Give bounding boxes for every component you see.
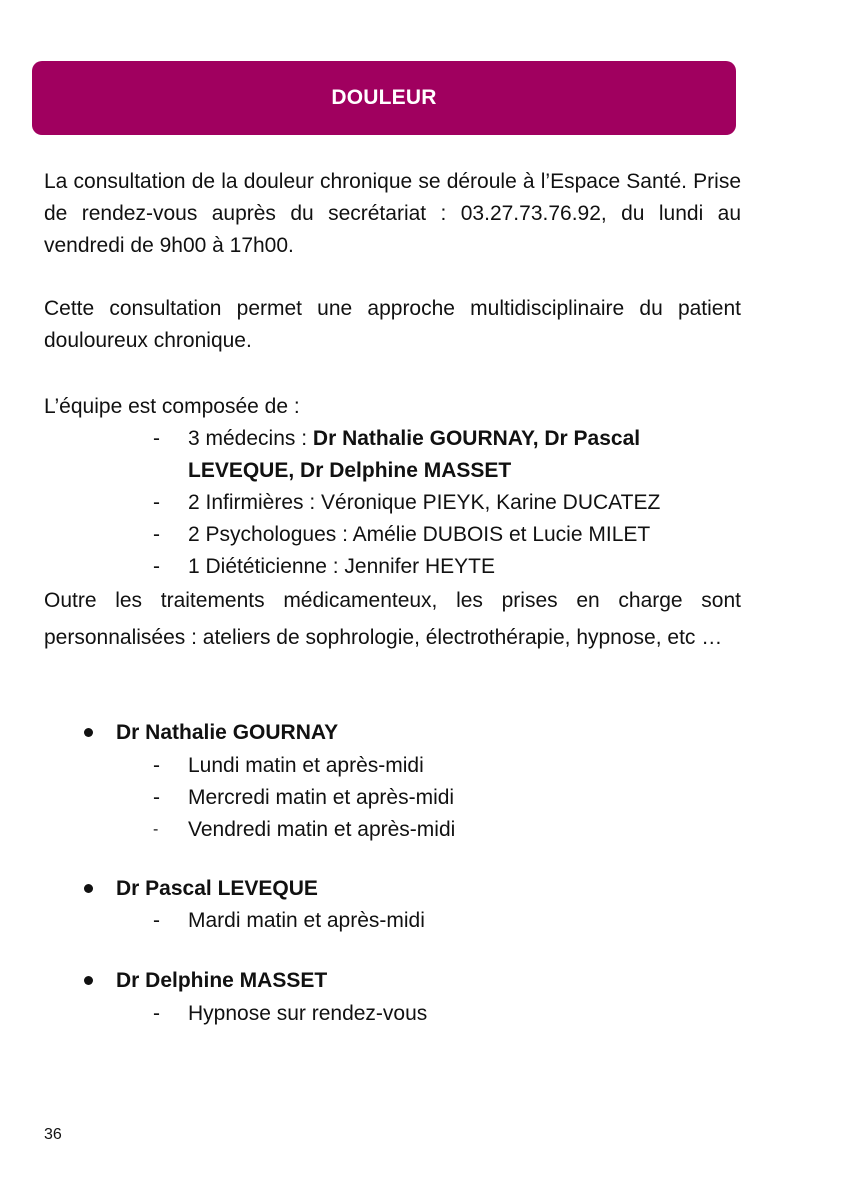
treatments-paragraph: Outre les traitements médicamenteux, les prises en charge sont personnalisées : ateliers de sophrologie, électrothérapie, hypnose, etc … (44, 589, 741, 649)
section-title: DOULEUR (331, 86, 437, 109)
team-item-dietitian: 1 Diététicienne : Jennifer HEYTE (188, 555, 495, 578)
schedule-slot: Vendredi matin et après-midi (188, 818, 456, 841)
intro-paragraph-contact: La consultation de la douleur chronique se déroule à l’Espace Santé. Prise de rendez-vous auprès du secrétariat : 03.27.73.76.92, du lundi au vendredi de 9h00 à 17h00. (44, 170, 741, 257)
team-item-psychologists: 2 Psychologues : Amélie DUBOIS et Lucie MILET (188, 523, 651, 546)
team-item-doctor-names-cont: LEVEQUE, Dr Delphine MASSET (188, 459, 512, 482)
page-number: 36 (44, 1126, 62, 1143)
bullet-icon (84, 884, 93, 893)
dash-marker: - (153, 821, 159, 838)
team-item-doctors (188, 423, 640, 455)
team-item-doctor-names: Dr Nathalie GOURNAY, Dr Pascal (312, 427, 641, 450)
schedule-slot: Lundi matin et après-midi (188, 754, 424, 777)
intro-paragraph-approach: Cette consultation permet une approche multidisciplinaire du patient douloureux chronique. (44, 297, 741, 352)
schedule-doctor-name: Dr Nathalie GOURNAY (116, 721, 339, 744)
schedule-slot: Mercredi matin et après-midi (188, 786, 455, 809)
dash-marker: - (153, 909, 160, 932)
schedule-slot: Hypnose sur rendez-vous (188, 1002, 428, 1025)
team-heading: L’équipe est composée de : (44, 395, 300, 418)
team-item-label: 3 médecins : (188, 427, 313, 450)
dash-marker: - (153, 523, 160, 546)
bullet-icon (84, 976, 93, 985)
dash-marker: - (153, 786, 160, 809)
dash-marker: - (153, 1002, 160, 1025)
dash-marker: - (153, 555, 160, 578)
dash-marker: - (153, 491, 160, 514)
dash-marker: - (153, 754, 160, 777)
team-item-nurses: 2 Infirmières : Véronique PIEYK, Karine DUCATEZ (188, 491, 661, 514)
schedule-slot: Mardi matin et après-midi (188, 909, 425, 932)
section-title-banner (32, 61, 736, 135)
schedule-doctor-name: Dr Delphine MASSET (116, 969, 328, 992)
bullet-icon (84, 728, 93, 737)
dash-marker: - (153, 427, 160, 450)
schedule-doctor-name: Dr Pascal LEVEQUE (116, 877, 318, 900)
